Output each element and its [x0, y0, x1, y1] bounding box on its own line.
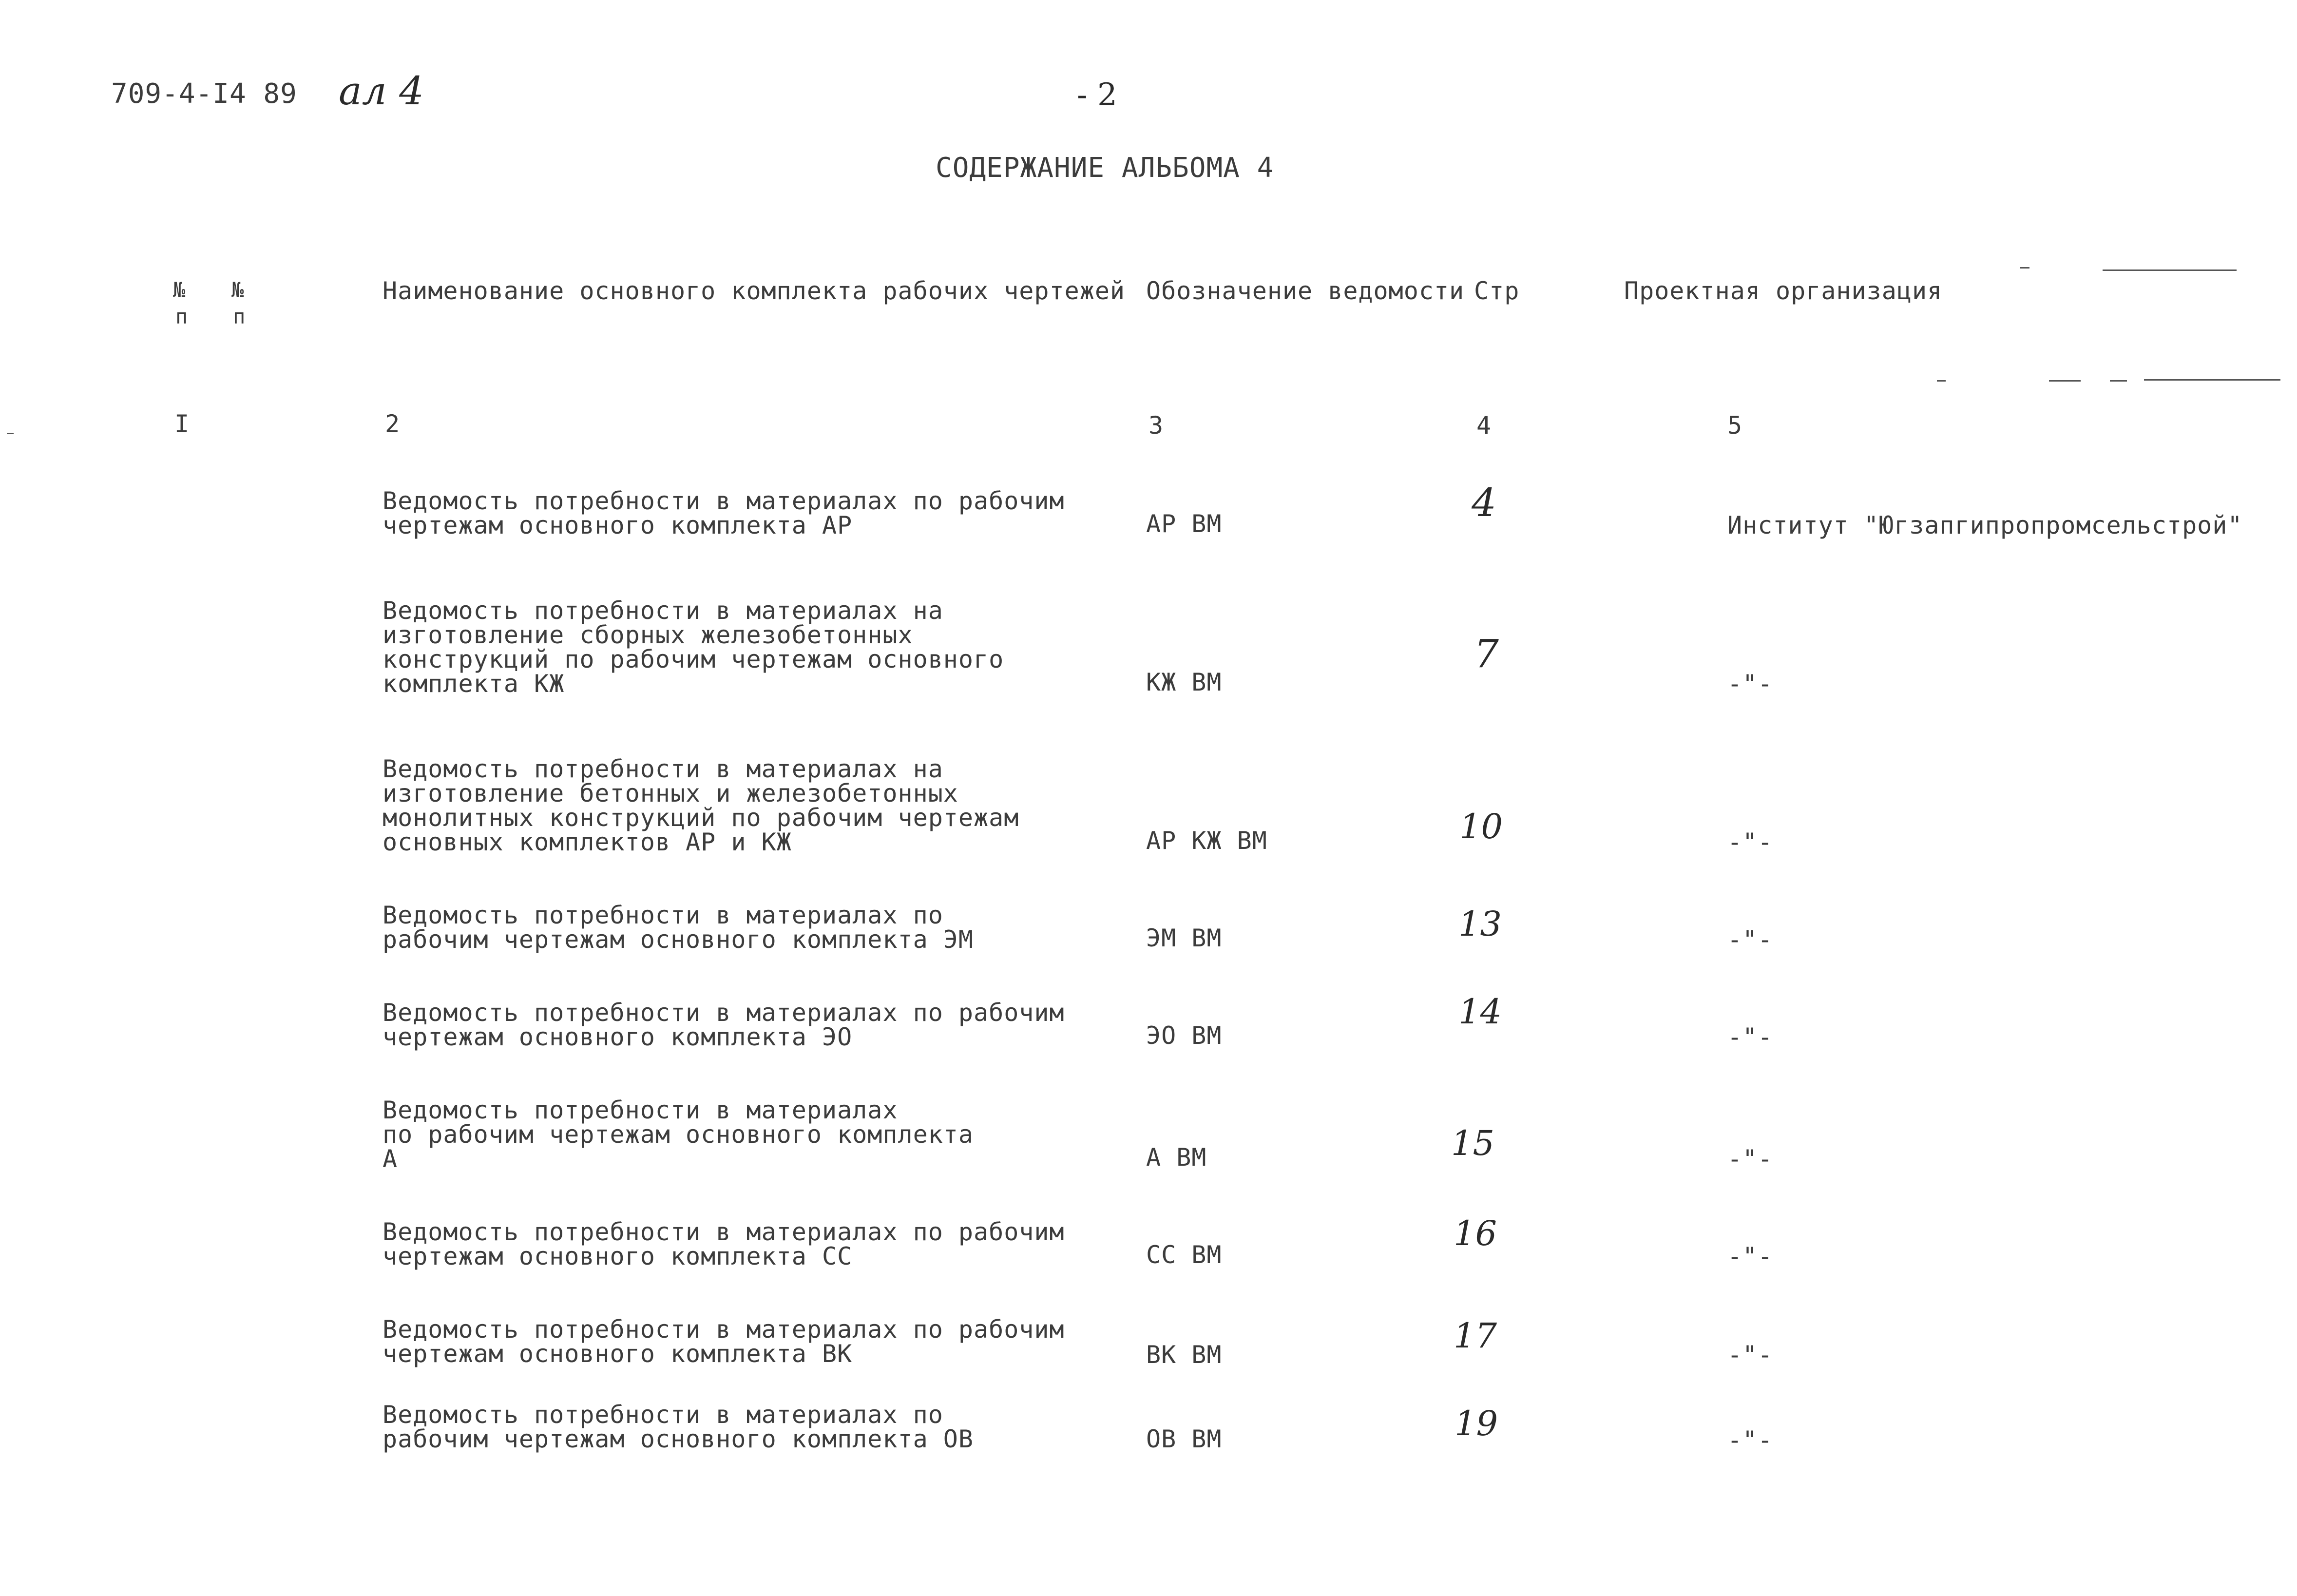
column-number-1: I [174, 410, 190, 438]
table-row-organization: Институт "Югзапгипропромсельстрой" [1727, 511, 2243, 539]
table-row-page: 7 [1474, 631, 1499, 676]
scan-mark [2049, 380, 2081, 382]
table-row-name: Ведомость потребности в материалах по рабочим чертежам основного комплекта ВК [383, 1315, 1065, 1368]
scan-mark [2110, 380, 2127, 382]
table-row-organization: -"- [1727, 1023, 1773, 1051]
table-row-organization: -"- [1727, 1341, 1773, 1369]
table-row-designation: АР КЖ ВМ [1146, 827, 1267, 855]
table-row-page: 17 [1454, 1316, 1497, 1356]
page-number: - 2 [1077, 77, 1117, 113]
document-code: 709-4-I4 89 [111, 78, 297, 110]
table-row-organization: -"- [1727, 925, 1773, 954]
table-row-page: 4 [1472, 480, 1496, 525]
table-row-designation: АР ВМ [1146, 510, 1222, 538]
column-number-3: 3 [1148, 411, 1164, 440]
header-num-b: № [231, 278, 245, 302]
scan-mark [2103, 269, 2237, 271]
column-number-2: 2 [385, 410, 401, 438]
table-row-name: Ведомость потребности в материалах по рабочим чертежам основного комплекта А [383, 1096, 974, 1173]
scan-mark [2020, 267, 2029, 269]
table-row-organization: -"- [1727, 1145, 1773, 1173]
table-row-name: Ведомость потребности в материалах по рабочим чертежам основного комплекта ОВ [383, 1401, 974, 1453]
scan-mark [2144, 379, 2280, 381]
table-row-name: Ведомость потребности в материалах на изготовление сборных железобетонных конструкций по рабочим чертежам основного комплекта КЖ [383, 596, 1004, 698]
table-row-page: 13 [1458, 904, 1502, 944]
header-page-column: Стр [1474, 277, 1520, 305]
scan-mark [7, 433, 14, 434]
table-row-designation: СС ВМ [1146, 1241, 1222, 1269]
table-row-name: Ведомость потребности в материалах на изготовление бетонных и железобетонных монолитных конструкций по рабочим чертежам основных комплектов АР и КЖ [383, 755, 1019, 856]
table-row-page: 14 [1458, 992, 1502, 1032]
page-title: СОДЕРЖАНИЕ АЛЬБОМА 4 [936, 152, 1274, 184]
table-row-organization: -"- [1727, 1242, 1773, 1270]
table-row-page: 15 [1451, 1123, 1495, 1163]
table-row-page: 10 [1459, 807, 1503, 846]
table-row-organization: -"- [1727, 828, 1773, 856]
table-row-name: Ведомость потребности в материалах по рабочим чертежам основного комплекта АР [383, 487, 1065, 539]
header-num-b-p: п [233, 305, 246, 328]
header-num-a-p: п [175, 305, 189, 328]
table-row-page: 16 [1454, 1213, 1497, 1253]
table-row-name: Ведомость потребности в материалах по рабочим чертежам основного комплекта ЭМ [383, 901, 974, 954]
table-row-organization: -"- [1727, 1426, 1773, 1454]
table-row-designation: А ВМ [1146, 1143, 1207, 1172]
scan-mark [1937, 380, 1946, 382]
table-row-designation: ВК ВМ [1146, 1341, 1222, 1369]
table-row-designation: ЭО ВМ [1146, 1021, 1222, 1050]
header-designation-column: Обозначение ведомости [1146, 277, 1465, 305]
table-row-page: 19 [1455, 1404, 1498, 1443]
header-organization-column: Проектная организация [1624, 277, 1943, 305]
column-number-4: 4 [1476, 411, 1492, 440]
table-row-name: Ведомость потребности в материалах по рабочим чертежам основного комплекта ЭО [383, 999, 1065, 1051]
table-row-designation: ОВ ВМ [1146, 1425, 1222, 1453]
table-row-designation: ЭМ ВМ [1146, 924, 1222, 952]
table-row-name: Ведомость потребности в материалах по рабочим чертежам основного комплекта СС [383, 1218, 1065, 1270]
column-number-5: 5 [1727, 411, 1743, 440]
header-num-a: № [173, 278, 186, 302]
header-name-column: Наименование основного комплекта рабочих чертежей [383, 277, 1126, 305]
handwritten-album-mark: ал 4 [339, 68, 424, 114]
table-row-organization: -"- [1727, 670, 1773, 698]
table-row-designation: КЖ ВМ [1146, 668, 1222, 696]
